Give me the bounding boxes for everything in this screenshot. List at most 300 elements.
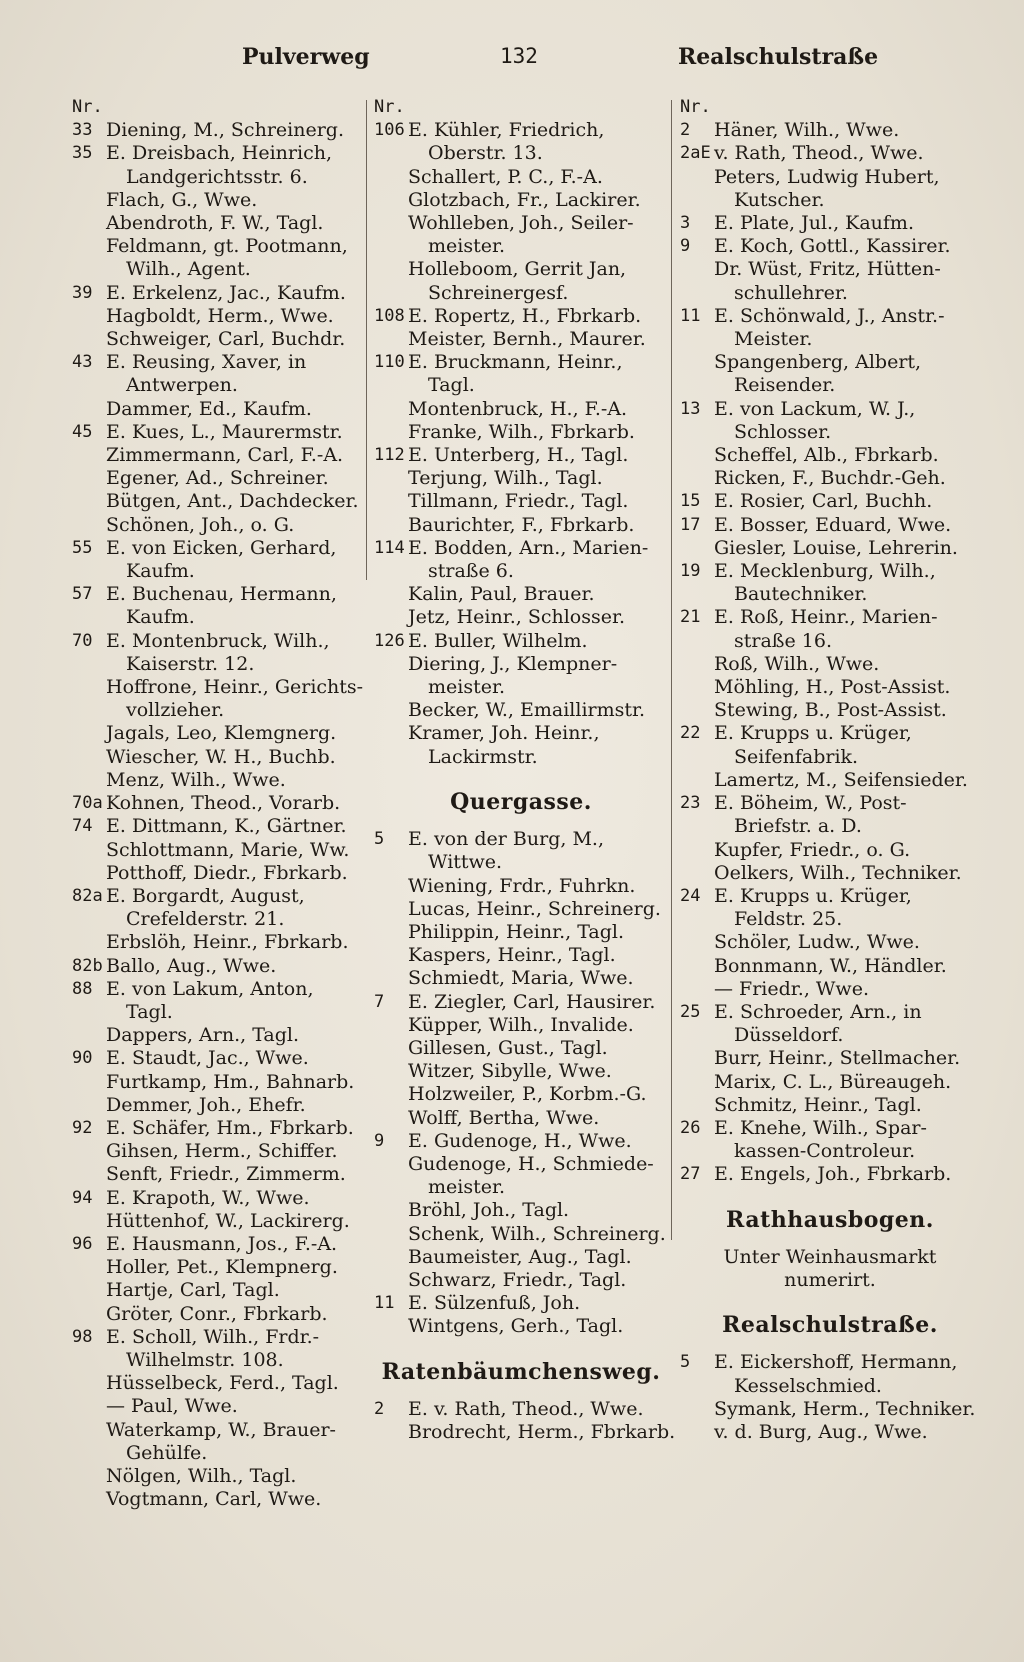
listing-line	[374, 514, 668, 537]
house-number	[680, 931, 714, 954]
listing-line	[374, 1420, 676, 1444]
resident-entry: Franke, Wilh., Fbrkarb.	[408, 420, 635, 443]
resident-entry: — Paul, Wwe.	[106, 1395, 238, 1418]
listing-line	[72, 839, 360, 862]
house-number	[72, 606, 106, 629]
listing-line	[72, 699, 360, 722]
house-number	[374, 1107, 408, 1130]
house-number: 11	[680, 305, 701, 326]
resident-entry: kassen-Controleur.	[734, 1140, 916, 1163]
resident-entry: — Friedr., Wwe.	[714, 977, 869, 1000]
house-number	[72, 676, 106, 699]
listing-line	[374, 96, 668, 119]
resident-entry: Peters, Ludwig Hubert,	[714, 165, 940, 188]
resident-entry: schullehrer.	[734, 281, 848, 304]
house-number	[72, 1071, 106, 1094]
house-number: 9	[680, 236, 691, 257]
listing-line	[680, 305, 980, 328]
house-number: 15	[680, 491, 701, 512]
resident-entry: Crefelderstr. 21.	[126, 908, 285, 931]
house-number	[680, 699, 714, 722]
resident-entry: Landgerichtsstr. 6.	[126, 165, 308, 188]
resident-entry: Wohlleben, Joh., Seiler-	[408, 212, 634, 235]
listing-line	[680, 166, 980, 189]
page-number: 132	[500, 44, 538, 68]
house-number: Nr.	[72, 97, 103, 117]
resident-entry: Furtkamp, Hm., Bahnarb.	[106, 1070, 355, 1093]
listing-line	[72, 1187, 360, 1210]
resident-entry: vollzieher.	[126, 699, 225, 722]
listing-line	[72, 282, 360, 305]
listing-line	[72, 490, 360, 513]
listing-line	[72, 1094, 360, 1117]
resident-entry: E. v. Rath, Theod., Wwe.	[408, 1397, 644, 1420]
resident-entry: E. Roß, Heinr., Marien-	[714, 606, 938, 629]
house-number	[680, 189, 714, 212]
listing-line	[72, 1303, 360, 1326]
listing-line	[374, 212, 668, 235]
resident-entry: E. Bruckmann, Heinr.,	[408, 351, 623, 374]
resident-entry: Scheffel, Alb., Fbrkarb.	[714, 444, 939, 467]
resident-entry: Erbslöh, Heinr., Fbrkarb.	[106, 931, 349, 954]
resident-entry: Montenbruck, H., F.-A.	[408, 397, 628, 420]
house-number	[72, 374, 106, 397]
resident-entry: Flach, G., Wwe.	[106, 188, 258, 211]
listing-line	[680, 96, 980, 119]
listing-line	[374, 722, 668, 745]
house-number	[680, 1375, 714, 1398]
house-number	[374, 189, 408, 212]
house-number	[374, 398, 408, 421]
listing-line	[72, 676, 364, 699]
house-number: 126	[374, 630, 405, 651]
listing-line	[680, 978, 980, 1001]
resident-entry: E. Schäfer, Hm., Fbrkarb.	[106, 1116, 354, 1139]
resident-entry: E. von der Burg, M.,	[408, 828, 604, 851]
resident-entry: Wilhelmstr. 108.	[126, 1348, 284, 1371]
house-number	[374, 282, 408, 305]
house-number	[72, 560, 106, 583]
listing-line	[374, 351, 668, 374]
listing-line	[680, 746, 980, 769]
house-number	[72, 235, 106, 258]
resident-entry: meister.	[428, 1176, 506, 1199]
resident-entry: E. Bodden, Arn., Marien-	[408, 536, 649, 559]
house-number	[374, 1246, 408, 1269]
house-number	[680, 537, 714, 560]
listing-line	[680, 1024, 980, 1047]
resident-entry: Baumeister, Aug., Tagl.	[408, 1245, 632, 1268]
column-2	[374, 96, 676, 1444]
resident-entry: E. Staudt, Jac., Wwe.	[106, 1047, 309, 1070]
resident-entry: Egener, Ad., Schreiner.	[106, 467, 329, 490]
column-1	[72, 96, 364, 1511]
resident-entry	[103, 96, 360, 119]
house-number	[680, 444, 714, 467]
listing-line	[374, 1083, 668, 1106]
resident-entry: Feldstr. 25.	[734, 908, 843, 931]
house-number	[72, 1163, 106, 1186]
listing-line	[374, 1269, 668, 1292]
listing-line	[72, 1442, 360, 1465]
house-number: 57	[72, 584, 93, 605]
resident-entry: Spangenberg, Albert,	[714, 351, 922, 374]
listing-line	[72, 1256, 360, 1279]
listing-line	[680, 630, 980, 653]
house-number	[680, 653, 714, 676]
rathhausbogen-note-2: numerirt.	[784, 1268, 876, 1291]
listing-line	[72, 1163, 360, 1186]
resident-entry: Schallert, P. C., F.-A.	[408, 165, 603, 188]
resident-entry: Wintgens, Gerh., Tagl.	[408, 1315, 624, 1338]
listing-line	[72, 815, 360, 838]
resident-entry: Ballo, Aug., Wwe.	[106, 954, 277, 977]
house-number: Nr.	[374, 97, 405, 117]
house-number	[374, 258, 408, 281]
resident-entry: Hoffrone, Heinr., Gerichts-	[106, 676, 364, 699]
house-number	[72, 490, 106, 513]
house-number	[680, 166, 714, 189]
listing-line	[680, 374, 980, 397]
house-number	[680, 258, 714, 281]
listing-line	[374, 258, 668, 281]
listing-line	[374, 1199, 668, 1222]
house-number	[680, 467, 714, 490]
resident-entry: E. Knehe, Wilh., Spar-	[714, 1116, 927, 1139]
resident-entry: Lackirmstr.	[428, 745, 538, 768]
resident-entry: E. Rosier, Carl, Buchh.	[714, 490, 933, 513]
listing-line	[374, 537, 668, 560]
house-number: 27	[680, 1164, 701, 1185]
house-number	[72, 699, 106, 722]
house-number: 96	[72, 1233, 93, 1254]
listing-line	[680, 142, 980, 165]
listing-line	[680, 1094, 980, 1117]
house-number	[374, 746, 408, 769]
listing-line	[72, 328, 360, 351]
house-number	[72, 908, 106, 931]
house-number	[374, 1083, 408, 1106]
listing-line	[72, 235, 360, 258]
house-number	[72, 862, 106, 885]
resident-entry: Waterkamp, W., Brauer-	[106, 1418, 336, 1441]
listing-line	[72, 305, 360, 328]
house-number: 9	[374, 1130, 385, 1151]
listing-line	[680, 212, 980, 235]
house-number	[374, 699, 408, 722]
listing-line	[72, 630, 360, 653]
resident-entry: Symank, Herm., Techniker.	[714, 1397, 976, 1420]
house-number	[374, 1176, 408, 1199]
house-number: 90	[72, 1048, 93, 1069]
house-number: 17	[680, 514, 701, 535]
resident-entry: Wittwe.	[428, 851, 503, 874]
house-number	[374, 722, 408, 745]
resident-entry: E. Krapoth, W., Wwe.	[106, 1186, 310, 1209]
listing-line	[374, 1014, 668, 1037]
house-number	[72, 1488, 106, 1511]
col3-list-a	[680, 96, 980, 1187]
house-number	[72, 305, 106, 328]
resident-entry: E. Reusing, Xaver, in	[106, 351, 307, 374]
resident-entry: Diening, M., Schreinerg.	[106, 119, 344, 142]
listing-line	[680, 1001, 980, 1024]
resident-entry: Schwarz, Friedr., Tagl.	[408, 1268, 627, 1291]
listing-line	[374, 967, 668, 990]
listing-line	[374, 1223, 668, 1246]
house-number	[680, 839, 714, 862]
listing-line	[72, 96, 360, 119]
resident-entry: Kaufm.	[126, 606, 195, 629]
column-divider-1	[366, 100, 367, 580]
house-number	[72, 1210, 106, 1233]
resident-entry: Schmiedt, Maria, Wwe.	[408, 967, 634, 990]
resident-entry: Brodrecht, Herm., Fbrkarb.	[408, 1420, 676, 1443]
listing-line	[374, 1176, 668, 1199]
listing-line	[680, 351, 980, 374]
resident-entry: Hüttenhof, W., Lackirerg.	[106, 1209, 350, 1232]
house-number	[72, 189, 106, 212]
house-number	[72, 1465, 106, 1488]
listing-line	[680, 885, 980, 908]
house-number	[680, 328, 714, 351]
resident-entry: Philippin, Heinr., Tagl.	[408, 920, 625, 943]
resident-entry: Oelkers, Wilh., Techniker.	[714, 861, 962, 884]
resident-entry: Bautechniker.	[734, 583, 868, 606]
resident-entry: E. Eickershoff, Hermann,	[714, 1351, 958, 1374]
house-number	[374, 1199, 408, 1222]
listing-line	[72, 606, 360, 629]
house-number: 5	[680, 1352, 691, 1373]
resident-entry: Kutscher.	[734, 188, 825, 211]
house-number: 2	[374, 1398, 385, 1419]
resident-entry: Schöler, Ludw., Wwe.	[714, 931, 920, 954]
house-number	[72, 1024, 106, 1047]
house-number: 70	[72, 630, 93, 651]
resident-entry: Schenk, Wilh., Schreinerg.	[408, 1222, 666, 1245]
header-street-right: Realschulstraße	[678, 44, 879, 70]
listing-line	[680, 398, 980, 421]
listing-line	[72, 119, 360, 142]
resident-entry: Tagl.	[126, 1000, 173, 1023]
house-number	[72, 1303, 106, 1326]
house-number	[374, 1037, 408, 1060]
resident-entry: Gillesen, Gust., Tagl.	[408, 1036, 608, 1059]
resident-entry: Wiescher, W. H., Buchb.	[106, 745, 336, 768]
resident-entry: E. Engels, Joh., Fbrkarb.	[714, 1163, 952, 1186]
listing-line	[72, 931, 360, 954]
listing-line	[680, 1163, 980, 1186]
house-number	[72, 653, 106, 676]
resident-entry: E. Montenbruck, Wilh.,	[106, 629, 330, 652]
listing-line	[374, 444, 668, 467]
resident-entry: Marix, C. L., Büreaugeh.	[714, 1070, 952, 1093]
listing-line	[72, 258, 360, 281]
resident-entry: E. Mecklenburg, Wilh.,	[714, 560, 936, 583]
house-number: 112	[374, 445, 405, 466]
resident-entry: E. von Lackum, W. J.,	[714, 397, 916, 420]
listing-line	[680, 282, 980, 305]
resident-entry: Vogtmann, Carl, Wwe.	[106, 1488, 322, 1511]
house-number	[374, 1315, 408, 1338]
resident-entry: E. von Eicken, Gerhard,	[106, 536, 337, 559]
listing-line	[72, 1395, 360, 1418]
house-number	[72, 839, 106, 862]
listing-line	[680, 769, 980, 792]
resident-entry: E. Ropertz, H., Fbrkarb.	[408, 304, 642, 327]
listing-line	[72, 1326, 360, 1349]
listing-line	[72, 885, 360, 908]
house-number	[680, 1094, 714, 1117]
resident-entry: straße 6.	[428, 560, 514, 583]
resident-entry: E. von Lakum, Anton,	[106, 977, 314, 1000]
listing-line	[374, 1060, 668, 1083]
house-number	[680, 1047, 714, 1070]
col3-list-b	[680, 1351, 980, 1444]
listing-line	[680, 1375, 980, 1398]
resident-entry: E. Hausmann, Jos., F.-A.	[106, 1232, 338, 1255]
resident-entry: Tillmann, Friedr., Tagl.	[408, 490, 629, 513]
house-number: 25	[680, 1001, 701, 1022]
resident-entry: meister.	[428, 235, 506, 258]
resident-entry: Kupfer, Friedr., o. G.	[714, 838, 911, 861]
house-number	[374, 560, 408, 583]
house-number	[72, 467, 106, 490]
listing-line	[374, 875, 668, 898]
listing-line	[374, 142, 668, 165]
resident-entry: Holzweiler, P., Korbm.-G.	[408, 1083, 647, 1106]
resident-entry: Wiening, Frdr., Fuhrkn.	[408, 874, 636, 897]
house-number	[374, 921, 408, 944]
listing-line	[374, 583, 668, 606]
house-number: 11	[374, 1293, 395, 1314]
resident-entry: Düsseldorf.	[734, 1024, 844, 1047]
listing-line	[374, 490, 668, 513]
house-number	[72, 1372, 106, 1395]
resident-entry: E. Krupps u. Krüger,	[714, 884, 912, 907]
house-number	[72, 722, 106, 745]
listing-line	[680, 1047, 980, 1070]
listing-line	[680, 444, 980, 467]
listing-line	[374, 851, 668, 874]
house-number	[374, 606, 408, 629]
listing-line	[680, 328, 980, 351]
house-number	[374, 142, 408, 165]
resident-entry: Diering, J., Klempner-	[408, 652, 618, 675]
listing-line	[72, 1419, 360, 1442]
house-number	[374, 514, 408, 537]
resident-entry: Gröter, Conr., Fbrkarb.	[106, 1302, 328, 1325]
listing-line	[374, 421, 668, 444]
listing-line	[680, 1140, 980, 1163]
house-number: 26	[680, 1117, 701, 1138]
listing-line	[72, 792, 360, 815]
listing-line	[72, 514, 360, 537]
house-number	[72, 444, 106, 467]
section-heading-rathhausbogen: Rathhausbogen.	[726, 1206, 934, 1233]
house-number	[72, 328, 106, 351]
listing-line	[72, 398, 360, 421]
section-heading-quergasse: Quergasse.	[450, 788, 592, 815]
resident-entry: E. Unterberg, H., Tagl.	[408, 444, 629, 467]
listing-line	[72, 537, 360, 560]
resident-entry: Bütgen, Ant., Dachdecker.	[106, 490, 359, 513]
resident-entry: Jetz, Heinr., Schlosser.	[408, 606, 626, 629]
house-number	[374, 898, 408, 921]
house-number: 35	[72, 143, 93, 164]
resident-entry: Gudenoge, H., Schmiede-	[408, 1152, 654, 1175]
resident-entry: Schweiger, Carl, Buchdr.	[106, 328, 346, 351]
listing-line	[680, 467, 980, 490]
page-header	[60, 44, 960, 84]
section-heading-realschulstrasse: Realschulstraße.	[722, 1312, 938, 1339]
listing-line	[374, 746, 668, 769]
listing-line	[680, 815, 980, 838]
resident-entry: E. Krupps u. Krüger,	[714, 722, 912, 745]
house-number: 3	[680, 213, 691, 234]
resident-entry: Briefstr. a. D.	[734, 815, 862, 838]
house-number	[680, 1071, 714, 1094]
house-number	[374, 490, 408, 513]
listing-line	[374, 1246, 668, 1269]
house-number	[374, 212, 408, 235]
resident-entry: Burr, Heinr., Stellmacher.	[714, 1047, 961, 1070]
resident-entry: E. Sülzenfuß, Joh.	[408, 1292, 581, 1315]
listing-line	[72, 1210, 360, 1233]
resident-entry	[711, 96, 980, 119]
house-number	[374, 1014, 408, 1037]
listing-line	[374, 1037, 668, 1060]
col2-list-b	[374, 828, 668, 1338]
listing-line	[72, 374, 360, 397]
listing-line	[72, 1047, 360, 1070]
house-number	[680, 421, 714, 444]
resident-entry: E. Gudenoge, H., Wwe.	[408, 1129, 632, 1152]
listing-line	[680, 1421, 980, 1444]
listing-line	[374, 374, 668, 397]
house-number	[374, 1223, 408, 1246]
house-number	[680, 955, 714, 978]
resident-entry: Häner, Wilh., Wwe.	[714, 119, 900, 142]
listing-line	[72, 1233, 360, 1256]
resident-entry: Meister.	[734, 328, 813, 351]
house-number	[72, 746, 106, 769]
house-number	[680, 351, 714, 374]
resident-entry: E. Dreisbach, Heinrich,	[106, 142, 332, 165]
listing-line	[374, 398, 668, 421]
house-number: Nr.	[680, 97, 711, 117]
house-number: 43	[72, 352, 93, 373]
resident-entry: Schönen, Joh., o. G.	[106, 513, 295, 536]
house-number	[374, 944, 408, 967]
listing-line	[72, 769, 360, 792]
house-number	[374, 676, 408, 699]
resident-entry: Holleboom, Gerrit Jan,	[408, 258, 627, 281]
house-number	[680, 815, 714, 838]
listing-line	[374, 1130, 668, 1153]
listing-line	[680, 189, 980, 212]
listing-line	[680, 1071, 980, 1094]
listing-line	[680, 653, 980, 676]
resident-entry: Kaiserstr. 12.	[126, 652, 255, 675]
house-number: 22	[680, 723, 701, 744]
listing-line	[72, 1465, 360, 1488]
listing-line	[374, 828, 668, 851]
resident-entry: Zimmermann, Carl, F.-A.	[106, 444, 344, 467]
house-number	[72, 166, 106, 189]
listing-line	[72, 166, 360, 189]
listing-line	[374, 282, 668, 305]
